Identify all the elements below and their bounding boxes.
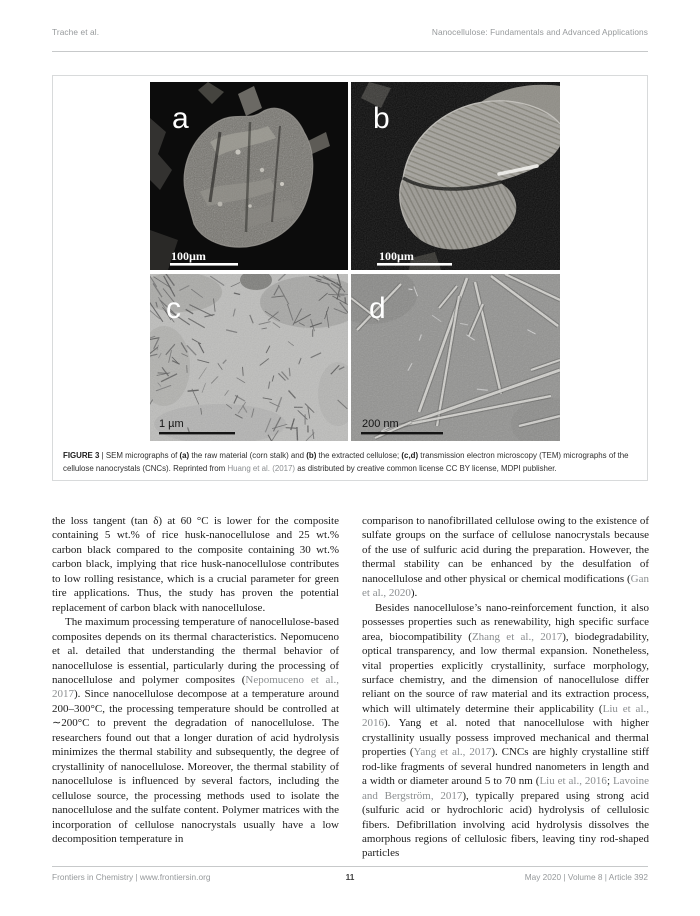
running-head-title: Nanocellulose: Fundamentals and Advanced Applications <box>431 27 648 37</box>
tem-micrograph-d-image <box>351 274 560 441</box>
citation-link[interactable]: Zhang et al., 2017 <box>471 630 563 643</box>
citation-link[interactable]: Huang et al. (2017) <box>227 463 296 473</box>
footer-journal-url[interactable]: Frontiers in Chemistry | www.frontiersin.org <box>52 872 211 882</box>
text-segment: ). CNCs are highly crystalline stiff rod-like fragments of several hundred nanometers in length and a width or diameter around 5 to 70 nm ( <box>362 746 650 788</box>
panel-a-scale-text: 100µm <box>171 249 206 263</box>
text-segment: ), typically prepared using strong acid (sulfuric acid or hydrochloric acid) hydrolysis of cellulosic fibers. Defibrillation involving acid hydrolysis dissolves the amorphous regions of cellulosic fibers, leaving tiny rod-shaped particles <box>362 789 649 860</box>
caption-bold-text: (c,d) <box>401 451 419 460</box>
paragraph <box>362 514 649 601</box>
citation-link[interactable]: Lavoine and Bergström, 2017 <box>362 775 649 802</box>
micrograph-panel-b <box>351 82 560 270</box>
text-segment: | SEM micrographs of <box>99 451 180 460</box>
figure-caption <box>63 450 639 476</box>
paragraph <box>52 514 339 615</box>
panel-c-label: c <box>166 292 181 325</box>
panel-c-scale-bar <box>159 432 235 434</box>
panel-a-scale-bar <box>170 263 238 266</box>
micrograph-panel-c <box>150 274 348 441</box>
text-segment: the loss tangent (tan δ) at 60 °C is lower for the composite containing 5 wt.% of rice husk-nanocellulose and 25 wt.% carbon black compared to the composite containing 30 wt.% carbon black, implying that rice husk-nanocellulose contributes to low rolling resistance, which is a crucial parameter for green tire applications. Thus, the study has proven the potential replacement of carbon black with nanocellulose. <box>52 515 339 614</box>
citation-link[interactable]: Liu et al., 2016 <box>539 775 607 788</box>
text-segment: as distributed by creative common license CC BY license, MDPI publisher. <box>295 463 557 473</box>
micrograph-panel-d <box>351 274 560 441</box>
text-segment: ; <box>606 775 613 788</box>
paragraph <box>362 601 649 861</box>
text-segment: transmission electron microscopy (TEM) micrographs of the cellulose nanocrystals (CNCs). Reprinted from <box>63 451 629 473</box>
text-segment: ). <box>410 587 418 600</box>
body-text <box>52 514 649 861</box>
paragraph <box>52 615 339 846</box>
micrograph-panel-a <box>150 82 348 270</box>
micrograph-grid <box>150 82 560 441</box>
sem-micrograph-b-image <box>351 82 560 270</box>
panel-d-scale-text: 200 nm <box>362 418 399 430</box>
caption-bold-text: (b) <box>306 451 317 460</box>
panel-d-scale-bar <box>361 432 443 434</box>
left-column <box>52 514 339 861</box>
panel-c-scale-text: 1 µm <box>159 418 184 430</box>
text-segment: the extracted cellulose; <box>316 451 402 460</box>
footer-page-number: 11 <box>345 872 355 882</box>
panel-b-scale-bar <box>377 263 452 266</box>
text-segment: ), biodegradability, optical transparency, and low thermal expansion. Nonetheless, vital properties explicitly crystallinity, surface morphology, surface chemistry, and the dimension of nanocellulose differ reliant on the source of raw material and its extraction process, which will ultimately determine their applicability ( <box>362 630 649 715</box>
header-divider <box>52 51 648 52</box>
text-segment: ). Yang et al. noted that nanocellulose with higher crystallinity usually possess improved mechanical and thermal properties ( <box>362 717 649 759</box>
right-column <box>362 514 649 861</box>
citation-link[interactable]: Gan et al., 2020 <box>362 572 649 600</box>
panel-a-label: a <box>172 102 189 135</box>
text-segment: the raw material (corn stalk) and <box>189 451 307 460</box>
citation-link[interactable]: Liu et al., 2016 <box>362 702 649 730</box>
caption-bold-text: (a) <box>179 451 190 460</box>
footer-issue-info: May 2020 | Volume 8 | Article 392 <box>524 872 648 882</box>
text-segment: The maximum processing temperature of nanocellulose-based composites depends on its thermal characteristics. Nepomuceno et al. detailed that understanding the thermal behavior of nanocellulose is essential, particularly during the processing of nanocellulose and polymer composites ( <box>52 616 339 686</box>
citation-link[interactable]: Yang et al., 2017 <box>413 746 492 759</box>
text-segment: ). Since nanocellulose decompose at a temperature around 200–300°C, the processing temperature should be controlled at ∼200°C to prevent the degradation of nanocellulose. The researchers found out that a longer duration of acid hydrolysis minimizes the thermal stability and subsequently, the degree of crystallinity of nanocellulose. Moreover, the thermal stability of nanocellulose is influenced by several factors, including the cellulose source, the processing methods used to isolate the nanocellulose and the sulfate content. Polymer matrices with the incorporation of cellulose nanocrystals usually have a low decomposition temperature in <box>52 688 339 845</box>
citation-link[interactable]: Nepomuceno et al., 2017 <box>52 673 339 701</box>
running-head-authors: Trache et al. <box>52 27 100 37</box>
tem-micrograph-c-image <box>150 274 348 441</box>
panel-d-label: d <box>369 292 386 325</box>
figure-3-card <box>52 75 648 481</box>
footer-divider <box>52 866 648 867</box>
panel-b-scale-text: 100µm <box>379 249 414 263</box>
caption-bold-text: FIGURE 3 <box>63 451 100 460</box>
text-segment: comparison to nanofibrillated cellulose owing to the existence of sulfate groups on the surface of cellulose nanocrystals because of the use of sulfuric acid during the preparation. However, the thermal stability can be enhanced by the desulfation of nanocellulose and other physical or chemical modifications ( <box>362 515 649 585</box>
text-segment: Besides nanocellulose’s nano-reinforcement function, it also possesses properties such as renewability, high specific surface area, biocompatibility ( <box>362 601 649 643</box>
sem-micrograph-a-image <box>150 82 348 270</box>
panel-b-label: b <box>373 102 390 135</box>
running-head <box>52 27 648 37</box>
